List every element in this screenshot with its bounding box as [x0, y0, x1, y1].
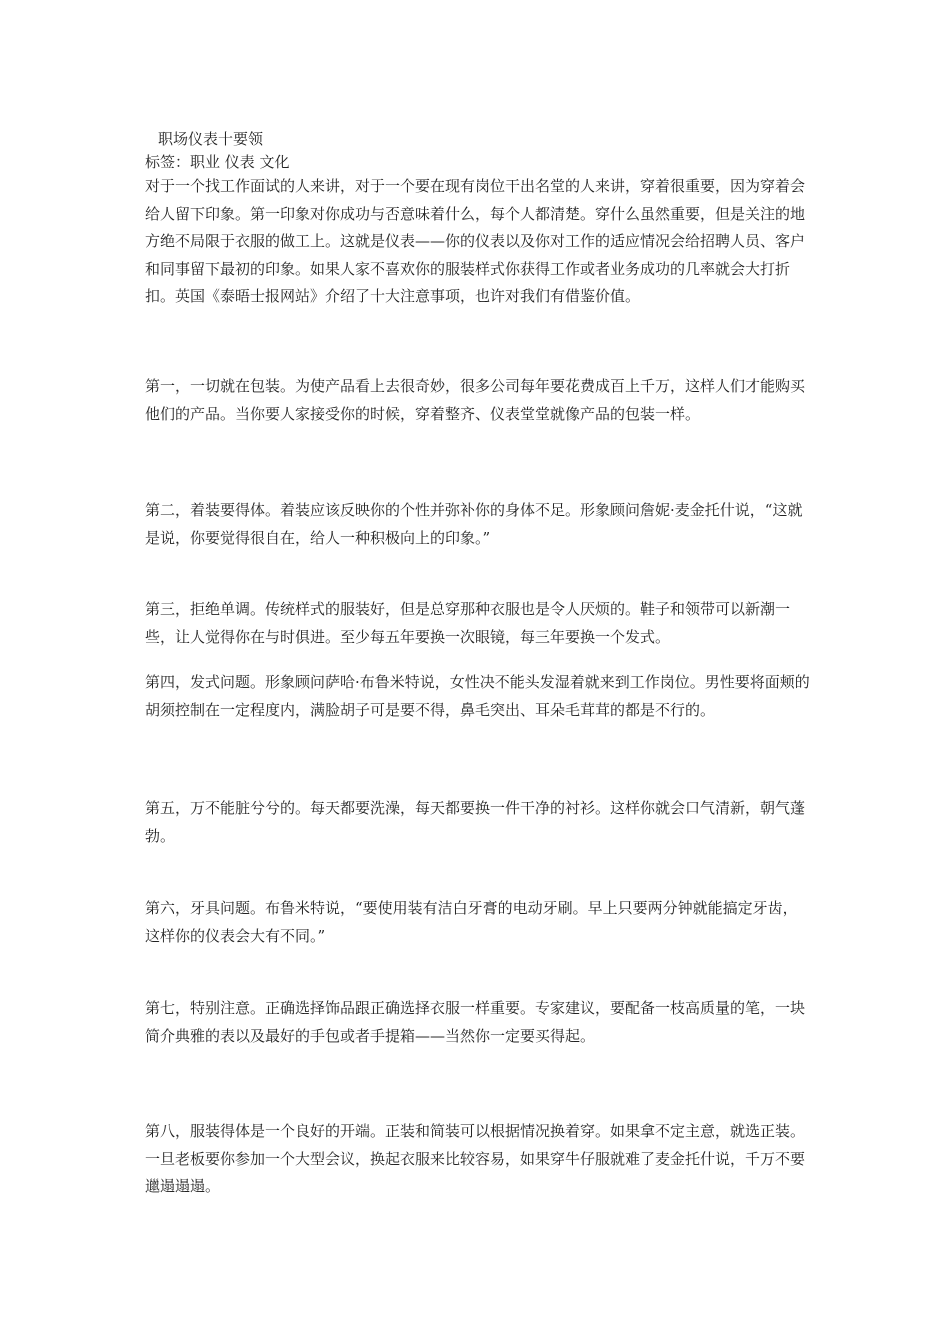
- point-7-paragraph: 第七，特别注意。正确选择饰品跟正确选择衣服一样重要。专家建议，要配备一枝高质量的笔，一块简介典雅的表以及最好的手包或者手提箱——当然你一定要买得起。: [145, 999, 806, 1045]
- point-6-paragraph: 第六，牙具问题。布鲁米特说，“要使用装有洁白牙膏的电动牙刷。早上只要两分钟就能搞定牙齿，这样你的仪表会大有不同。”: [145, 899, 798, 945]
- document-title: 职场仪表十要领: [158, 130, 264, 148]
- intro-paragraph: 对于一个找工作面试的人来讲，对于一个要在现有岗位干出名堂的人来讲，穿着很重要，因为穿着会给人留下印象。第一印象对你成功与否意味着什么，每个人都清楚。穿什么虽然重要，但是关注的地方绝不局限于衣服的做工上。这就是仪表——你的仪表以及你对工作的适应情况会给招聘人员、客户和同事留下最初的印象。如果人家不喜欢你的服装样式你获得工作或者业务成功的几率就会大打折扣。英国《泰晤士报网站》介绍了十大注意事项，也许对我们有借鉴价值。: [145, 177, 806, 305]
- point-1-paragraph: 第一，一切就在包装。为使产品看上去很奇妙，很多公司每年要花费成百上千万，这样人们才能购买他们的产品。当你要人家接受你的时候，穿着整齐、仪表堂堂就像产品的包装一样。: [145, 377, 806, 423]
- point-5-paragraph: 第五，万不能脏兮兮的。每天都要洗澡，每天都要换一件干净的衬衫。这样你就会口气清新，朝气蓬勃。: [145, 799, 806, 845]
- document-tags: 标签：职业 仪表 文化: [145, 153, 290, 171]
- point-3-paragraph: 第三，拒绝单调。传统样式的服装好，但是总穿那种衣服也是令人厌烦的。鞋子和领带可以新潮一些，让人觉得你在与时俱进。至少每五年要换一次眼镜，每三年要换一个发式。: [145, 600, 791, 646]
- point-2-paragraph: 第二，着装要得体。着装应该反映你的个性并弥补你的身体不足。形象顾问詹妮·麦金托什说，“这就是说，你要觉得很自在，给人一种积极向上的印象。”: [145, 501, 803, 547]
- point-8-paragraph: 第八，服装得体是一个良好的开端。正装和简装可以根据情况换着穿。如果拿不定主意，就选正装。一旦老板要你参加一个大型会议，换起衣服来比较容易，如果穿牛仔服就难了麦金托什说，千万不要邋遢遢遢。: [145, 1122, 806, 1195]
- point-4-paragraph: 第四，发式问题。形象顾问萨哈·布鲁米特说，女性决不能头发湿着就来到工作岗位。男性要将面颊的胡须控制在一定程度内，满脸胡子可是要不得，鼻毛突出、耳朵毛茸茸的都是不行的。: [145, 673, 810, 719]
